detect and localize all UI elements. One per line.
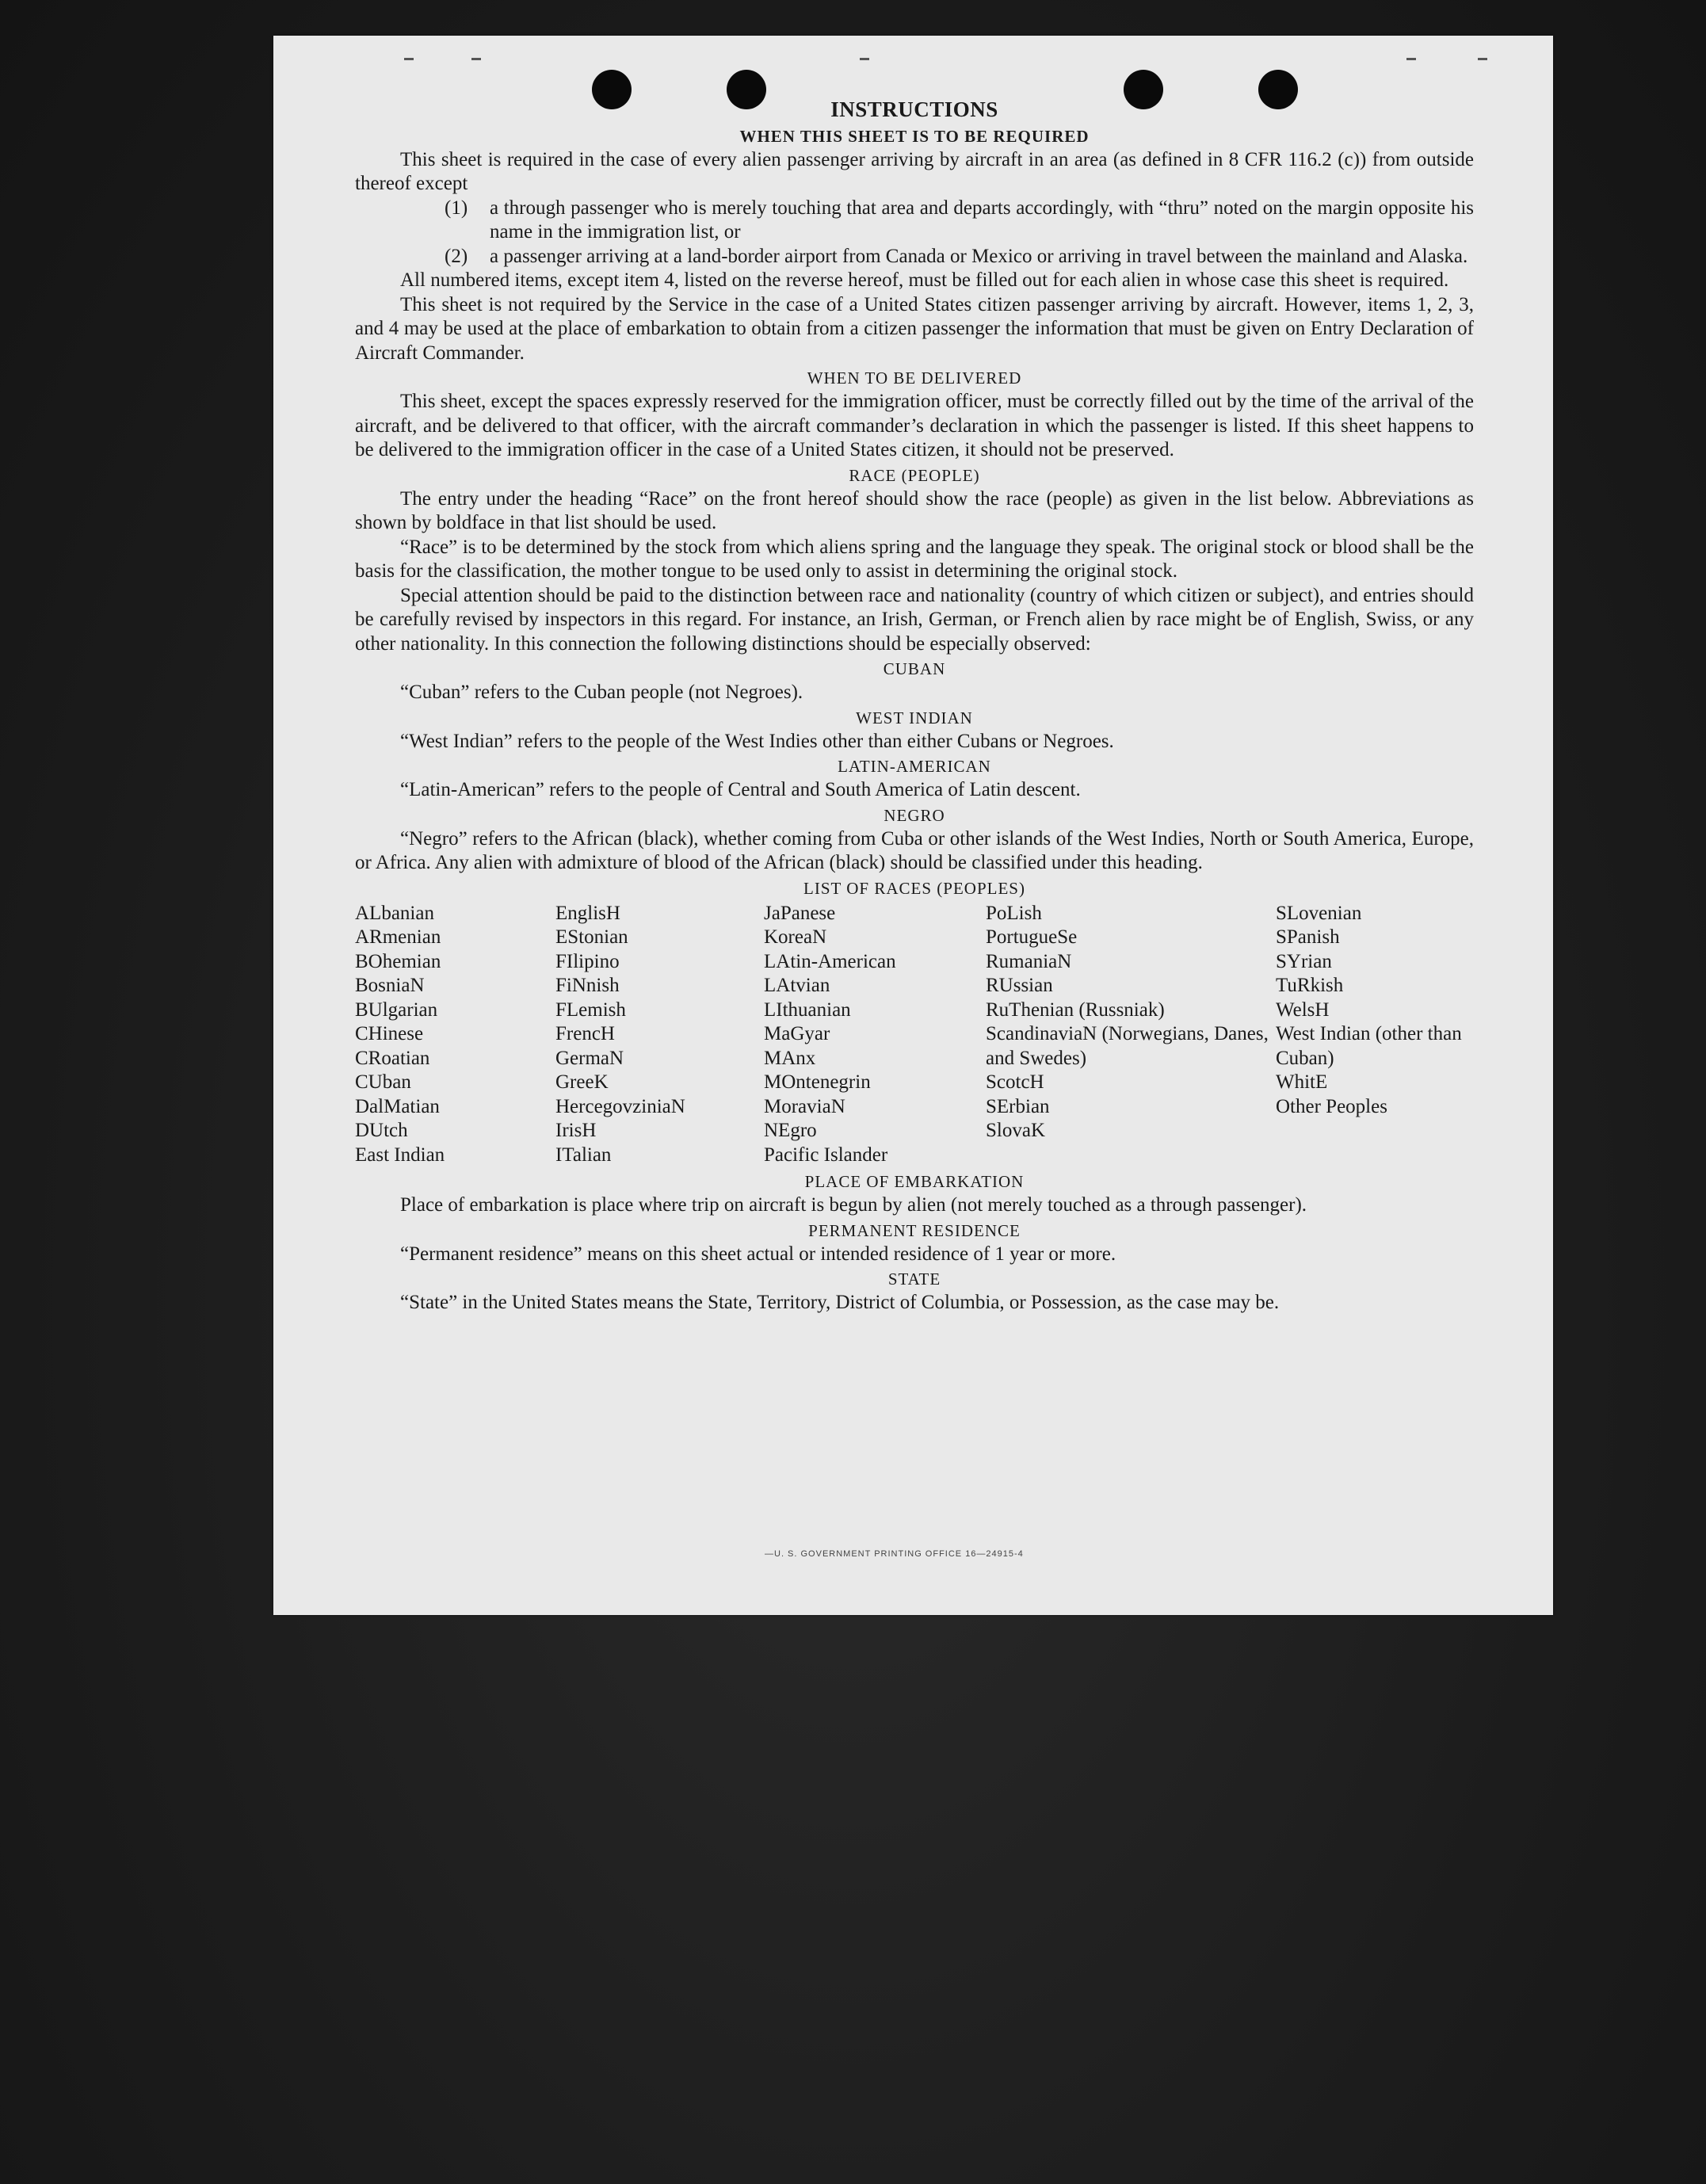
race-entry: CRoatian	[355, 1047, 430, 1069]
registration-mark	[860, 58, 869, 60]
race-entry: ALbanian	[355, 902, 434, 924]
race-column	[555, 902, 764, 1168]
section-heading-list-of-races: LIST OF RACES (PEOPLES)	[803, 878, 1025, 898]
race-entry: PortugueSe	[986, 926, 1078, 948]
section-heading-negro: NEGRO	[884, 805, 945, 825]
exception-item	[355, 245, 1474, 269]
section-heading-latin-american: LATIN-AMERICAN	[838, 757, 991, 776]
paragraph: “State” in the United States means the State, Territory, District of Columbia, or Possession, as the case may be.	[400, 1292, 1280, 1313]
section-heading-when-delivered: WHEN TO BE DELIVERED	[807, 368, 1022, 388]
race-entry: MOntenegrin	[764, 1071, 871, 1093]
race-entry: MAnx	[764, 1047, 816, 1069]
section-heading-west-indian: WEST INDIAN	[856, 708, 973, 727]
paragraph: Place of embarkation is place where trip on aircraft is begun by alien (not merely touched as a through passenger).	[400, 1194, 1307, 1216]
exception-item	[355, 197, 1474, 245]
paragraph: “Latin-American” refers to the people of Central and South America of Latin descent.	[400, 779, 1081, 800]
paragraph: This sheet is not required by the Service in the case of a United States citizen passenger arriving by aircraft. However, items 1, 2, 3, and 4 may be used at the place of embarkation to obtain from a citizen passenger the information that must be given on Entry Declaration of Aircraft Commander.	[355, 293, 1474, 364]
section-heading-when-required: WHEN THIS SHEET IS TO BE REQUIRED	[739, 126, 1090, 146]
race-entry: GermaN	[555, 1047, 624, 1069]
race-entry: SlovaK	[986, 1120, 1045, 1141]
item-text: a passenger arriving at a land-border airport from Canada or Mexico or arriving in travel between the mainland and Alaska.	[490, 245, 1468, 267]
race-entry: NEgro	[764, 1120, 817, 1141]
race-entry: IrisH	[555, 1120, 597, 1141]
paragraph: All numbered items, except item 4, listed on the reverse hereof, must be filled out for each alien in whose case this sheet is required.	[400, 269, 1449, 291]
race-entry: EnglisH	[555, 902, 620, 924]
paragraph: This sheet, except the spaces expressly reserved for the immigration officer, must be correctly filled out by the time of the arrival of the aircraft, and be delivered to that officer, with the aircraft commander’s declaration in which the passenger is listed. If this sheet happens to be delivered to the immigration officer in the case of a United States citizen, it should not be preserved.	[355, 391, 1474, 460]
race-entry: BosniaN	[355, 975, 425, 996]
race-entry: BOhemian	[355, 950, 441, 972]
race-entry: JaPanese	[764, 902, 836, 924]
race-entry: ITalian	[555, 1144, 612, 1166]
section-heading-embarkation: PLACE OF EMBARKATION	[804, 1172, 1025, 1191]
page-title: INSTRUCTIONS	[830, 97, 998, 121]
race-entry: Pacific Islander	[764, 1144, 888, 1166]
race-column	[355, 902, 555, 1168]
race-entry: Other Peoples	[1276, 1095, 1387, 1117]
race-entry: DUtch	[355, 1120, 408, 1141]
section-heading-race: RACE (PEOPLE)	[849, 465, 980, 485]
race-entry: ScotcH	[986, 1071, 1044, 1093]
paragraph: The entry under the heading “Race” on the front hereof should show the race (people) as given in the list below. Abbreviations as shown by boldface in that list should be used.	[355, 487, 1474, 533]
race-entry: GreeK	[555, 1071, 609, 1093]
race-entry: RumaniaN	[986, 950, 1072, 972]
paragraph: “Cuban” refers to the Cuban people (not Negroes).	[400, 682, 803, 703]
paragraph: “Permanent residence” means on this sheet actual or intended residence of 1 year or more.	[400, 1243, 1116, 1265]
race-entry: MaGyar	[764, 1023, 830, 1044]
race-entry: East Indian	[355, 1144, 445, 1166]
registration-mark	[404, 58, 414, 60]
item-number: (2)	[445, 245, 468, 267]
section-heading-cuban: CUBAN	[883, 659, 946, 678]
race-entry: SErbian	[986, 1095, 1050, 1117]
race-entry: LAtin-American	[764, 950, 896, 972]
race-entry: WhitE	[1276, 1071, 1328, 1093]
race-entry: FiNnish	[555, 975, 620, 996]
race-entry: CUban	[355, 1071, 411, 1093]
race-entry: EStonian	[555, 926, 628, 948]
registration-mark	[471, 58, 481, 60]
registration-mark	[1406, 58, 1416, 60]
race-entry: FrencH	[555, 1023, 615, 1044]
race-entry: KoreaN	[764, 926, 827, 948]
race-entry: HercegovziniaN	[555, 1095, 685, 1117]
race-entry: SLovenian	[1276, 902, 1362, 924]
race-entry: RUssian	[986, 975, 1053, 996]
race-entry: DalMatian	[355, 1095, 440, 1117]
race-entry: LIthuanian	[764, 998, 851, 1021]
race-entry: CHinese	[355, 1023, 424, 1044]
race-entry: ScandinaviaN (Norwegians, Danes, and Swedes)	[986, 1023, 1269, 1069]
item-number: (1)	[445, 197, 468, 219]
race-entry: PoLish	[986, 902, 1042, 924]
race-entry: SYrian	[1276, 950, 1332, 972]
paragraph: This sheet is required in the case of every alien passenger arriving by aircraft in an area (as defined in 8 CFR 116.2 (c)) from outside thereof except	[355, 148, 1474, 194]
printer-imprint: —U. S. GOVERNMENT PRINTING OFFICE 16—24915-4	[765, 1549, 1024, 1559]
instructions-content	[355, 97, 1474, 1315]
race-entry: WelsH	[1276, 998, 1330, 1021]
race-entry: MoraviaN	[764, 1095, 845, 1117]
race-entry: LAtvian	[764, 975, 830, 996]
race-list	[355, 902, 1474, 1168]
race-entry: FLemish	[555, 998, 626, 1021]
race-column	[986, 902, 1276, 1168]
document-sheet	[273, 36, 1553, 1615]
race-entry: FIlipino	[555, 950, 620, 972]
race-column	[764, 902, 986, 1168]
registration-mark	[1478, 58, 1487, 60]
race-column	[1276, 902, 1474, 1168]
item-text: a through passenger who is merely touching that area and departs accordingly, with “thru” noted on the margin opposite his name in the immigration list, or	[490, 197, 1474, 242]
paragraph: “Race” is to be determined by the stock from which aliens spring and the language they speak. The original stock or blood shall be the basis for the classification, the mother tongue to be used only to assist in determining the original stock.	[355, 536, 1474, 582]
race-entry: TuRkish	[1276, 975, 1344, 996]
paragraph: “Negro” refers to the African (black), whether coming from Cuba or other islands of the West Indies, North or South America, Europe, or Africa. Any alien with admixture of blood of the African (black) should be classified under this heading.	[355, 827, 1474, 873]
section-heading-residence: PERMANENT RESIDENCE	[808, 1220, 1021, 1240]
race-entry: RuThenian (Russniak)	[986, 998, 1165, 1021]
race-entry: SPanish	[1276, 926, 1340, 948]
race-entry: ARmenian	[355, 926, 441, 948]
section-heading-state: STATE	[887, 1270, 941, 1289]
paragraph: Special attention should be paid to the distinction between race and nationality (country of which citizen or subject), and entries should be carefully revised by inspectors in this regard. For instance, an Irish, German, or French alien by race might be of English, Swiss, or any other nationality. In this connection the following distinctions should be especially observed:	[355, 584, 1474, 655]
race-entry: West Indian (other than Cuban)	[1276, 1023, 1462, 1069]
race-entry: BUlgarian	[355, 998, 438, 1021]
paragraph: “West Indian” refers to the people of the West Indies other than either Cubans or Negroes.	[400, 730, 1114, 752]
